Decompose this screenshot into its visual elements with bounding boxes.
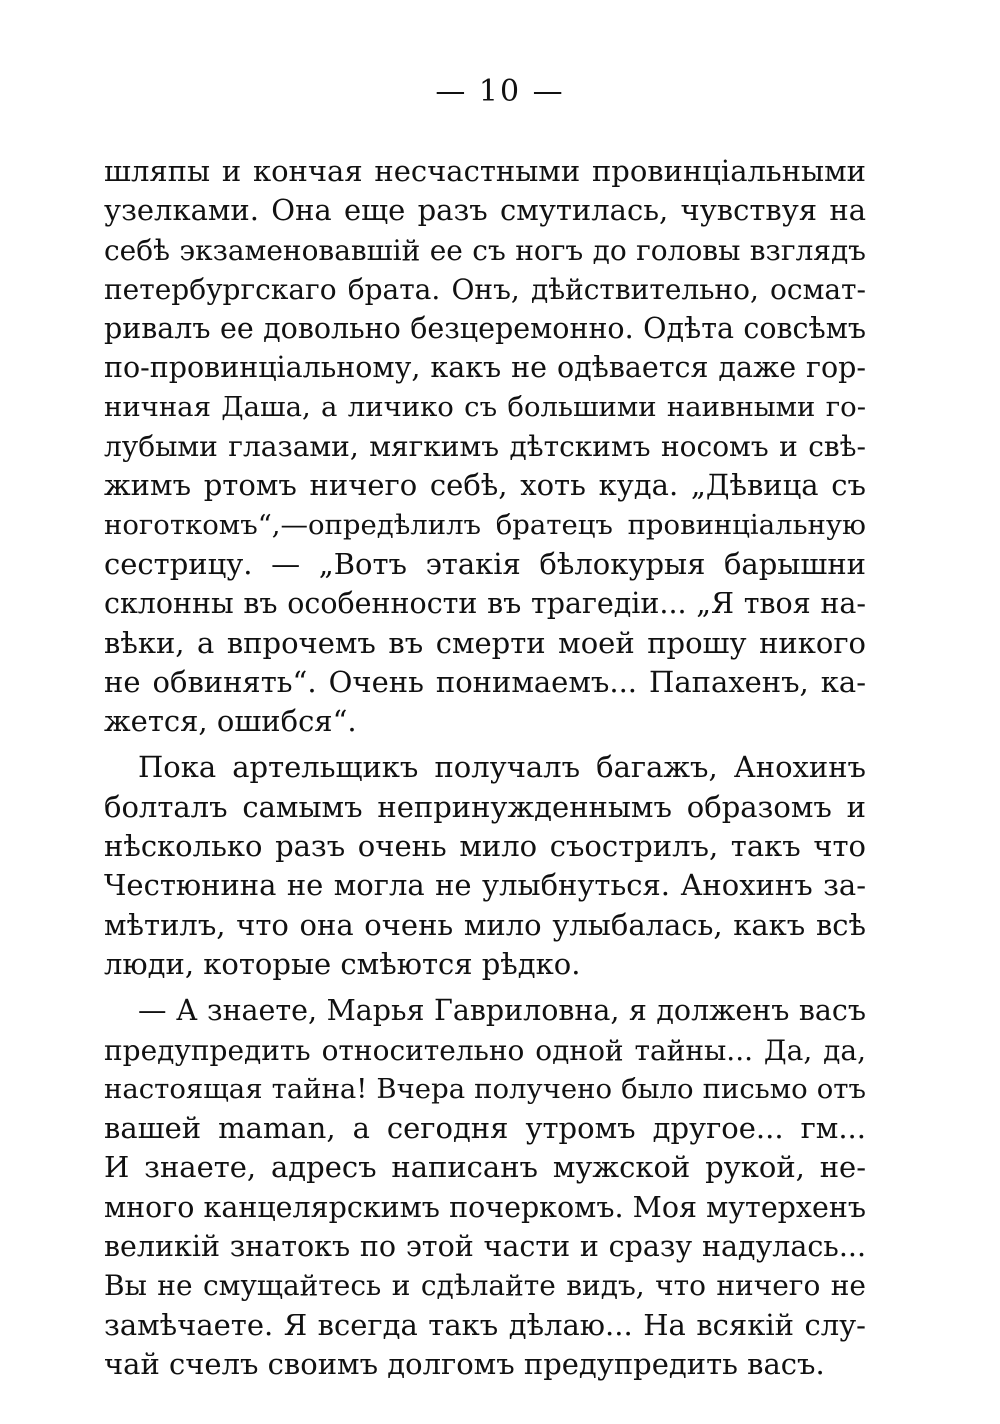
text-line: ничная Даша, а личико съ большими наивными го-: [104, 390, 866, 423]
text-line: Честюнина не могла не улыбнуться. Анохинъ за-: [104, 868, 866, 903]
paragraph: [104, 991, 866, 1384]
text-line: настоящая тайна! Вчера получено было письмо отъ: [104, 1072, 866, 1105]
text-line: болталъ самымъ непринужденнымъ образомъ и: [104, 789, 866, 824]
text-line: ривалъ ее довольно безцеремонно. Одѣта совсѣмъ: [104, 312, 866, 346]
text-line: себѣ экзаменовавшій ее съ ногъ до головы взглядъ: [104, 233, 866, 267]
text-line: не обвинять“. Очень понимаемъ... Папахенъ, ка-: [104, 664, 866, 699]
text-line: вѣки, а впрочемъ въ смерти моей прошу никого: [104, 625, 866, 660]
text-line: Вы не смущайтесь и сдѣлайте видъ, что ничего не: [104, 1269, 866, 1303]
text-line: замѣчаете. Я всегда такъ дѣлаю... На всякій слу-: [104, 1307, 866, 1342]
text-line: И знаете, адресъ написанъ мужской рукой, не-: [104, 1150, 866, 1185]
paragraph: [104, 748, 866, 984]
page-body: [104, 152, 866, 1384]
text-line: вашей maman, а сегодня утромъ другое... гм...: [104, 1111, 866, 1146]
text-line: мѣтилъ, что она очень мило улыбалась, какъ всѣ: [104, 907, 866, 942]
paragraph: [104, 152, 866, 741]
text-line: ноготкомъ“,—опредѣлилъ братецъ провинціальную: [104, 508, 866, 541]
text-line: Пока артельщикъ получалъ багажъ, Анохинъ: [138, 750, 866, 785]
text-line: великій знатокъ по этой части и сразу надулась...: [104, 1230, 866, 1264]
page-number: — 10 —: [435, 74, 565, 109]
text-line: узелками. Она еще разъ смутилась, чувствуя на: [104, 193, 866, 228]
text-line: жимъ ртомъ ничего себѣ, хоть куда. „Дѣвица съ: [104, 468, 866, 503]
text-line: склонны въ особенности въ трагедіи... „Я твоя на-: [104, 587, 866, 621]
text-line: петербургскаго брата. Онъ, дѣйствительно, осмат-: [104, 272, 866, 306]
paragraph-gap: [104, 741, 866, 748]
text-line: — А знаете, Марья Гавриловна, я долженъ васъ: [138, 994, 866, 1028]
paragraph-gap: [104, 984, 866, 991]
text-line: много канцелярскимъ почеркомъ. Моя мутерхенъ: [104, 1190, 866, 1224]
text-line: предупредить относительно одной тайны... Да, да,: [104, 1033, 866, 1067]
text-line: шляпы и кончая несчастными провинціальными: [104, 154, 866, 188]
text-line: по-провинціальному, какъ не одѣвается даже гор-: [104, 351, 866, 385]
text-line: люди, которые смѣются рѣдко.: [104, 946, 581, 981]
text-line: лубыми глазами, мягкимъ дѣтскимъ носомъ и свѣ-: [104, 430, 866, 464]
text-line: чай счелъ своимъ долгомъ предупредить васъ.: [104, 1346, 825, 1381]
text-line: нѣсколько разъ очень мило съострилъ, такъ что: [104, 829, 866, 864]
text-line: сестрицу. — „Вотъ этакія бѣлокурыя барышни: [104, 546, 866, 581]
text-line: жется, ошибся“.: [104, 704, 357, 739]
